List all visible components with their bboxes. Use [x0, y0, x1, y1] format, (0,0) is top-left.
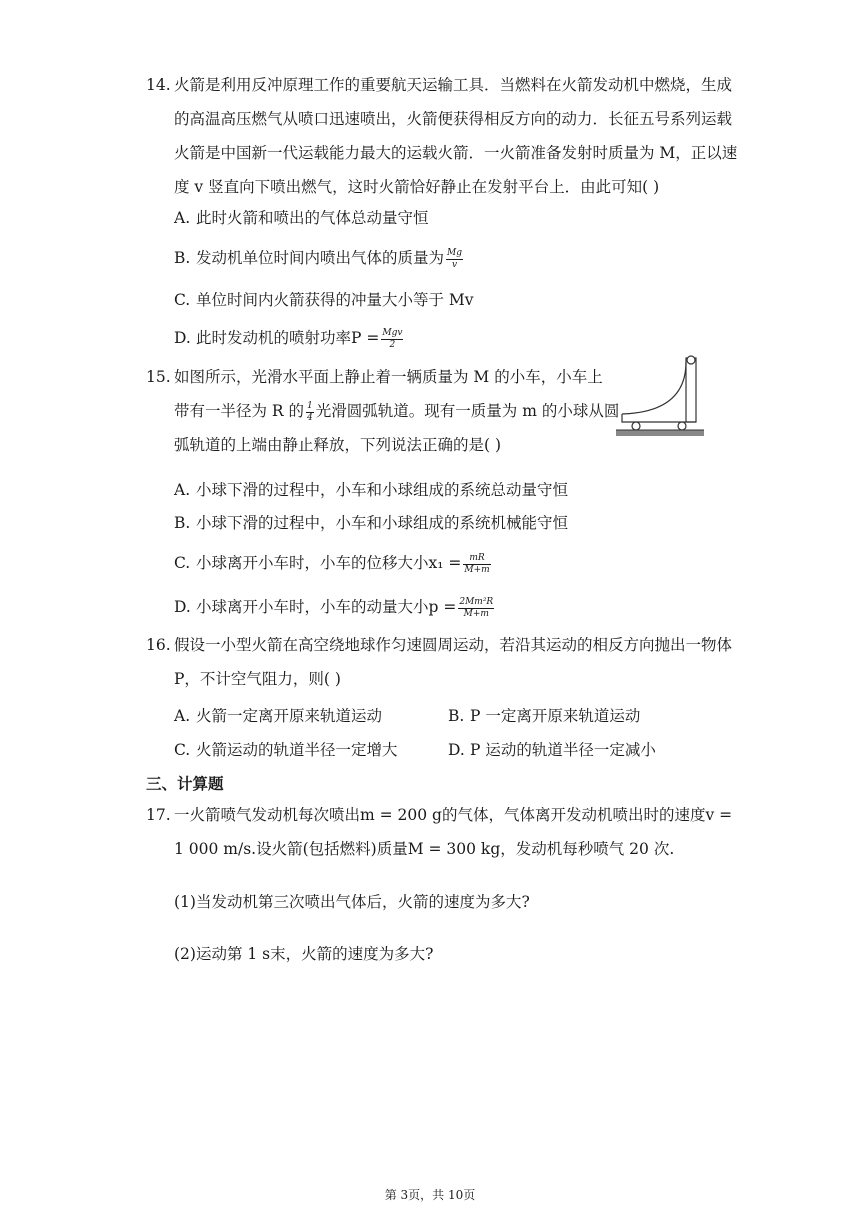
fraction-denominator: M+m	[464, 564, 490, 575]
option-label: A.	[174, 209, 191, 227]
question-text: 带有一半径为 R 的	[174, 402, 305, 420]
question-16	[146, 628, 733, 696]
option-text: 火箭运动的轨道半径一定增大	[196, 741, 398, 759]
option-label: C.	[174, 741, 191, 759]
option-b	[174, 246, 465, 271]
fraction-numerator: 2Mm²R	[459, 596, 494, 607]
option-text: P 运动的轨道半径一定减小	[470, 741, 656, 759]
option-label: A.	[174, 707, 191, 725]
option-a	[174, 704, 382, 726]
fraction	[463, 553, 490, 576]
fraction	[381, 328, 403, 351]
fraction	[446, 248, 463, 271]
option-label: B.	[448, 707, 465, 725]
option-c	[174, 551, 493, 576]
option-text: 单位时间内火箭获得的冲量大小等于 Mv	[196, 291, 474, 309]
option-text: P 一定离开原来轨道运动	[470, 707, 641, 725]
option-label: D.	[174, 329, 191, 347]
option-label: C.	[174, 291, 191, 309]
fraction-numerator: mR	[463, 553, 490, 565]
option-text: 此时火箭和喷出的气体总动量守恒	[196, 209, 429, 227]
question-text: 如图所示，光滑水平面上静止着一辆质量为 M 的小车，小车上	[174, 368, 603, 386]
option-text: 小球离开小车时，小车的位移大小x₁ =	[196, 554, 462, 572]
question-number: 17.	[146, 806, 171, 824]
ground	[616, 430, 704, 436]
question-number: 16.	[146, 636, 171, 654]
question-number: 15.	[146, 368, 171, 386]
option-text: 小球下滑的过程中，小车和小球组成的系统总动量守恒	[196, 481, 569, 499]
question-text: 火箭是中国新一代运载能力最大的运载火箭．一火箭准备发射时质量为 M，正以速	[174, 144, 738, 162]
question-17	[146, 798, 733, 866]
option-label: C.	[174, 554, 191, 572]
cart-body	[622, 414, 696, 422]
fraction-denominator: v	[451, 259, 458, 270]
subquestion-1: (1)当发动机第三次喷出气体后，火箭的速度为多大?	[174, 893, 530, 911]
option-a	[174, 206, 429, 228]
fraction	[306, 401, 314, 424]
question-text: 假设一小型火箭在高空绕地球作匀速圆周运动，若沿其运动的相反方向抛出一物体	[174, 636, 733, 654]
option-b	[174, 511, 568, 533]
question-text: P，不计空气阻力，则( )	[174, 670, 341, 688]
fraction-denominator: 2	[389, 339, 396, 350]
option-c	[174, 738, 398, 760]
question-text: 火箭是利用反冲原理工作的重要航天运输工具．当燃料在火箭发动机中燃烧，生成	[174, 76, 733, 94]
option-text: 火箭一定离开原来轨道运动	[196, 707, 383, 725]
arc-track	[622, 362, 686, 414]
option-text: 发动机单位时间内喷出气体的质量为	[196, 249, 445, 267]
option-d	[174, 326, 405, 351]
option-d	[448, 738, 656, 760]
fraction-denominator: 4	[307, 412, 313, 423]
fraction-numerator: Mgv	[382, 327, 403, 338]
question-text: 一火箭喷气发动机每次喷出m = 200 g的气体，气体离开发动机喷出时的速度v =	[174, 806, 733, 824]
question-number: 14.	[146, 76, 171, 94]
option-c	[174, 288, 474, 310]
ball-icon	[687, 356, 695, 364]
question-text: 光滑圆弧轨道。现有一质量为 m 的小球从圆	[315, 402, 620, 420]
question-text: 1 000 m/s.设火箭(包括燃料)质量M = 300 kg，发动机每秒喷气 20 次.	[174, 840, 675, 858]
option-label: D.	[448, 741, 465, 759]
question-text: 度 v 竖直向下喷出燃气，这时火箭恰好静止在发射平台上．由此可知( )	[174, 178, 660, 196]
cart-arc-track-figure	[614, 354, 706, 440]
option-d	[174, 595, 496, 620]
fraction-numerator: 1	[307, 400, 313, 411]
option-text: 此时发动机的喷射功率P =	[196, 329, 380, 347]
option-label: A.	[174, 481, 191, 499]
option-a	[174, 478, 568, 500]
option-label: B.	[174, 514, 191, 532]
figure-post	[686, 358, 696, 422]
subquestion-2: (2)运动第 1 s末，火箭的速度为多大?	[174, 945, 434, 963]
wheel-icon	[632, 422, 640, 430]
question-text: 弧轨道的上端由静止释放，下列说法正确的是( )	[174, 436, 502, 454]
option-label: B.	[174, 249, 191, 267]
section-heading: 三、计算题	[146, 774, 224, 793]
wheel-icon	[678, 422, 686, 430]
question-14	[146, 68, 738, 204]
option-b	[448, 704, 640, 726]
option-text: 小球离开小车时，小车的动量大小p =	[196, 598, 457, 616]
option-text: 小球下滑的过程中，小车和小球组成的系统机械能守恒	[196, 514, 569, 532]
fraction-numerator: Mg	[447, 247, 462, 258]
fraction-denominator: M+m	[463, 608, 489, 619]
option-label: D.	[174, 598, 191, 616]
page-footer: 第 3页，共 10页	[384, 1188, 476, 1202]
question-text: 的高温高压燃气从喷口迅速喷出，火箭便获得相反方向的动力．长征五号系列运载	[174, 110, 733, 128]
fraction	[458, 597, 494, 620]
